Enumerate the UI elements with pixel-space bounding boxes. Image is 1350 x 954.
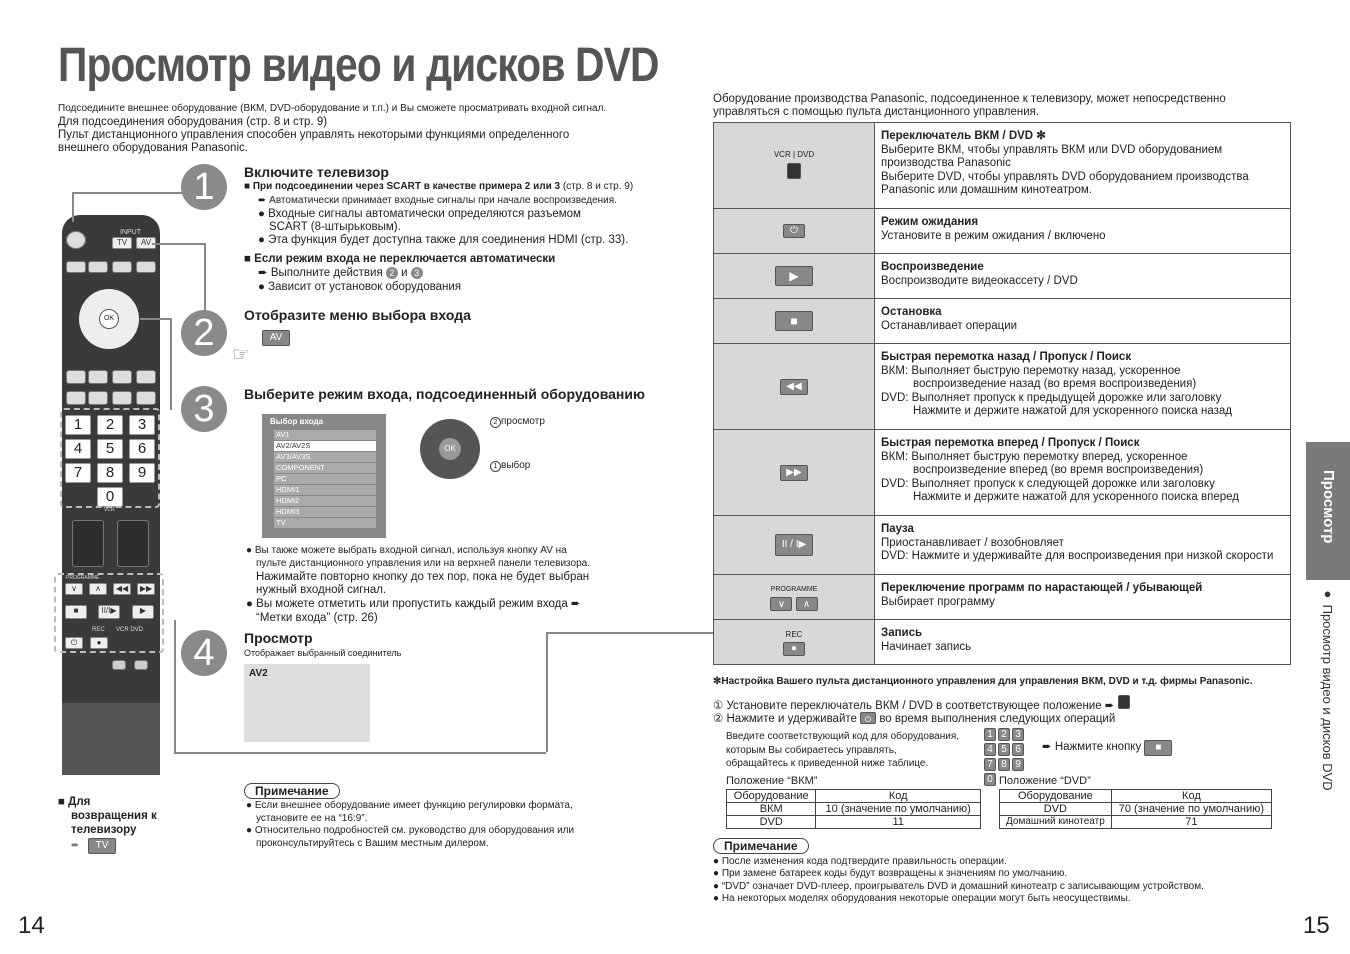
menu-item: HDMI3 (274, 507, 376, 517)
step1-heading: Включите телевизор (244, 164, 389, 180)
play-icon: ▶ (132, 605, 154, 619)
menu-item: COMPONENT (274, 463, 376, 473)
vcr-small-label: VCR (104, 507, 115, 513)
step4-sub: Отображает выбранный соединитель (244, 648, 402, 658)
row-line: Начинает запись (881, 640, 972, 653)
vcr-dvd-switch-icon (714, 123, 875, 209)
row-line: DVD: Нажмите и удерживайте для воспроизведения при низкой скорости (881, 550, 1274, 562)
note-left-n2b: проконсультируйтесь с Вашим местным дилером. (256, 838, 489, 849)
power-icon: ⏻ (860, 712, 876, 724)
chevron-up-icon: ∧ (796, 597, 818, 611)
rocker-key (117, 520, 149, 567)
label-view-text: просмотр (501, 416, 545, 427)
key (136, 370, 156, 384)
step-circle-2: 2 (181, 310, 227, 356)
code-line3: обращайтесь к приведенной ниже таблице. (726, 758, 929, 769)
stop-icon: ■ (65, 605, 87, 619)
row-desc (875, 344, 1291, 430)
row-line: ВКМ: Выполняет быструю перемотку вперед, ускоренное (881, 450, 1188, 463)
step1-b5: ● Зависит от установок оборудования (258, 281, 462, 293)
pos-dvd: Положение “DVD” (999, 775, 1091, 787)
hand-pointer-icon: ☞ (232, 344, 250, 366)
menu-item: AV1 (274, 430, 376, 440)
and-text: и (401, 267, 408, 279)
row-desc (875, 254, 1291, 299)
num-key-6: 6 (129, 439, 155, 459)
stop-icon (714, 299, 875, 344)
step3-n1b: пульте дистанционного управления или на верхней панели телевизора. (256, 558, 590, 569)
table-cell: ВКМ (727, 803, 816, 816)
note-left-n1-text: Если внешнее оборудование имеет функцию регулировки формата, (254, 800, 573, 811)
setup-step2b-text: во время выполнения следующих операций (879, 713, 1116, 725)
table-cell: Домашний кинотеатр (1000, 816, 1112, 829)
step2-heading: Отобразите меню выбора входа (244, 307, 471, 323)
side-tab (1306, 442, 1350, 580)
input-select-menu (262, 414, 386, 538)
color-key (112, 261, 132, 273)
row-line: ВКМ: Выполняет быструю перемотку назад, ускоренное (881, 364, 1181, 377)
setup-step2 (713, 712, 1115, 727)
table-row (714, 516, 1291, 575)
row-heading: Переключение программ по нарастающей / убывающей (881, 582, 1203, 594)
return-label3: телевизору (71, 824, 137, 836)
connector-line (204, 243, 206, 311)
setup-step1: ① Установите переключатель ВКМ / DVD в соответствующее положение ➨ (713, 695, 1130, 714)
note-left-n2: ● Относительно подробностей см. руководство для оборудования или (246, 825, 575, 836)
setup-step2-text: ② Нажмите и удерживайте (713, 713, 857, 725)
step3-n1-text: Вы также можете выбрать входной сигнал, используя кнопку AV на (254, 545, 567, 556)
ok-key: OK (439, 438, 461, 460)
fast-forward-icon (714, 430, 875, 516)
step1-b1-text: Автоматически принимает входные сигналы при начале воспроизведения. (269, 195, 617, 206)
row-icon-label: PROGRAMME (770, 586, 818, 593)
row-heading: Пауза (881, 523, 914, 535)
connector-line (174, 620, 176, 752)
label-select-text: выбор (501, 460, 531, 471)
remote-tv-key: TV (112, 237, 132, 249)
connector-line (546, 632, 548, 752)
row-heading: Воспроизведение (881, 261, 984, 273)
menu-item: AV3/AV3S (274, 452, 376, 462)
color-key (136, 261, 156, 273)
connector-line (72, 192, 182, 194)
input-label: INPUT (120, 229, 141, 236)
row-desc (875, 620, 1291, 665)
chevron-up-icon: ∧ (89, 583, 107, 595)
rewind-icon (714, 344, 875, 430)
screen-label: AV2 (249, 668, 268, 679)
num-key-4: 4 (65, 439, 91, 459)
play-icon (714, 254, 875, 299)
menu-item: HDMI2 (274, 496, 376, 506)
step3-n2-text: Вы можете отметить или пропустить каждый режим входа (256, 598, 568, 610)
record-dot-icon: ● (783, 642, 805, 656)
num-key-1: 1 (65, 415, 91, 435)
right-intro1: Оборудование производства Panasonic, подсоединенное к телевизору, может непосредственно (713, 93, 1226, 105)
row-heading: Запись (881, 627, 923, 639)
row-desc (875, 516, 1291, 575)
label-view (490, 416, 545, 428)
press-button-text: Нажмите кнопку (1054, 741, 1142, 753)
connector-line (140, 318, 170, 320)
record-icon: ● (90, 637, 108, 649)
standby-icon (714, 209, 875, 254)
note-right-n1: ● После изменения кода подтвердите правильность операции. (713, 856, 1007, 867)
keypad-icon: 1 2 3 4 5 6 7 8 9 0 (984, 728, 1026, 770)
step3-n2b: “Метки входа” (стр. 26) (256, 612, 378, 624)
row-heading: Режим ожидания (881, 216, 979, 228)
navigation-ring (79, 289, 139, 349)
code-line1: Введите соответствующий код для оборудования, (726, 731, 960, 742)
circled-1: 1 (490, 461, 501, 472)
row-icon-label: VCR | DVD (773, 149, 815, 159)
dvd-code-table (999, 789, 1272, 829)
remote-bottom (62, 703, 160, 775)
row-icon: ◀◀ (780, 379, 808, 395)
note-right-n2-text: При замене батареек коды будут возвращены к значениям по умолчанию. (721, 868, 1068, 879)
page-title: Просмотр видео и дисков DVD (58, 39, 659, 92)
step1-sub1-text: При подсоединении через SCART в качестве примера 2 или 3 (252, 181, 561, 192)
step-circle-3: 3 (181, 386, 227, 432)
key (66, 391, 86, 405)
circled-2: 2 (490, 417, 501, 428)
step3-heading: Выберите режим входа, подсоединенный оборудованию (244, 386, 645, 402)
tv-key: TV (88, 838, 116, 854)
arrow-right-icon: ➨ (71, 840, 80, 851)
intro-line1: Подсоедините внешнее оборудование (ВКМ, DVD-оборудование и т.п.) и Вы сможете просматривать входной сигнал. (58, 103, 607, 114)
vcr-dvd-switch-icon (1118, 695, 1130, 709)
switch-shape (787, 163, 801, 179)
label-select (490, 460, 530, 472)
table-cell: DVD (727, 816, 816, 829)
step4-heading: Просмотр (244, 630, 313, 646)
connector-line (152, 243, 204, 245)
row-heading: Остановка (881, 306, 942, 318)
remote-av-key: AV (136, 237, 156, 249)
row-icon: ▶▶ (780, 465, 808, 481)
number-keys-highlight (60, 408, 160, 508)
intro-line2: Для подсоединения оборудования (стр. 8 и стр. 9) (58, 116, 328, 128)
table-cell: 10 (значение по умолчанию) (816, 803, 981, 816)
control-table (713, 122, 1291, 665)
table-row (714, 123, 1291, 209)
row-heading: Переключатель ВКМ / DVD ✻ (881, 130, 1046, 142)
step-circle-4: 4 (181, 630, 227, 676)
connector-line (72, 192, 74, 222)
step-ref-3: 3 (411, 267, 423, 279)
return-label2: возвращения к (71, 810, 157, 822)
power-icon: ⏻ (65, 637, 83, 649)
row-line: DVD: Выполняет пропуск к предыдущей дорожке или заголовку (881, 391, 1222, 404)
table-row (714, 575, 1291, 620)
programme-label: PROGRAMME (66, 575, 100, 581)
num-key-8: 8 (97, 463, 123, 483)
step1-sub2: ■ Если режим входа не переключается автоматически (244, 253, 556, 265)
code-line2: которым Вы собираетесь управлять, (726, 745, 897, 756)
col-header: Код (816, 790, 981, 803)
key (134, 660, 148, 670)
table-row (714, 430, 1291, 516)
row-line: Выберите ВКМ, чтобы управлять ВКМ или DVD оборудованием (881, 143, 1223, 156)
table-row (714, 344, 1291, 430)
table-row (714, 299, 1291, 344)
num-key-7: 7 (65, 463, 91, 483)
row-line: Установите в режим ожидания / включено (881, 229, 1106, 242)
side-tab-label: Просмотр (1320, 470, 1337, 544)
step1-b2: ● Входные сигналы автоматически определяются разъемом (258, 208, 581, 220)
row-line: воспроизведение назад (во время воспроизведения) (913, 378, 1197, 390)
row-line: Останавливает операции (881, 319, 1018, 332)
table-cell: 11 (816, 816, 981, 829)
row-icon: II / I▶ (775, 534, 813, 556)
step1-b1: ➨ Автоматически принимает входные сигналы при начале воспроизведения. (258, 195, 617, 206)
note-right-n1-text: После изменения кода подтвердите правильность операции. (721, 856, 1007, 867)
step3-n1: ● Вы также можете выбрать входной сигнал, используя кнопку AV на (246, 545, 567, 556)
row-line: Panasonic или домашним кинотеатром. (881, 184, 1092, 196)
connector-line (546, 632, 714, 634)
num-key-3: 3 (129, 415, 155, 435)
key (112, 370, 132, 384)
step-ref-2: 2 (386, 267, 398, 279)
row-line: DVD: Выполняет пропуск к следующей дорожке или заголовку (881, 477, 1215, 490)
menu-item-selected: AV2/AV2S (274, 441, 376, 451)
row-line: воспроизведение вперед (во время воспроизведения) (913, 464, 1204, 476)
step1-b2-text: Входные сигналы автоматически определяются разъемом (268, 208, 581, 220)
connector-line (174, 752, 546, 754)
row-line: Нажмите и держите нажатой для ускоренного поиска назад (913, 405, 1233, 417)
chevron-down-icon: ∨ (65, 583, 83, 595)
table-row (714, 254, 1291, 299)
step1-b4-text: Выполните действия (270, 267, 383, 279)
row-desc (875, 209, 1291, 254)
note-left-n1: ● Если внешнее оборудование имеет функцию регулировки формата, (246, 800, 573, 811)
vcr-code-table (726, 789, 981, 829)
remote-ok-key: OK (99, 309, 119, 329)
note-left-pill: Примечание (244, 783, 340, 799)
note-right-n3: ● “DVD” означает DVD-плеер, проигрыватель DVD и домашний кинотеатр с записывающим устройством. (713, 881, 1204, 892)
record-icon (714, 620, 875, 665)
key (136, 391, 156, 405)
key (112, 660, 126, 670)
row-icon-label: REC (785, 630, 803, 640)
page-number-right: 15 (1303, 912, 1330, 939)
step1-b2b: SCART (8-штырьковым). (269, 221, 401, 233)
num-key-5: 5 (97, 439, 123, 459)
intro-line3: Пульт дистанционного управления способен управлять некоторыми функциями определенного (58, 129, 570, 141)
row-heading: Быстрая перемотка назад / Пропуск / Поиск (881, 351, 1132, 363)
row-desc (875, 123, 1291, 209)
row-desc (875, 430, 1291, 516)
step1-b3: ● Эта функция будет доступна также для соединения HDMI (стр. 33). (258, 234, 629, 246)
step1-b4: ➨ Выполните действия 2 и 3 (258, 267, 423, 281)
menu-item: HDMI1 (274, 485, 376, 495)
key (88, 391, 108, 405)
press-button: ➨ Нажмите кнопку ■ (1042, 740, 1172, 756)
rocker-key (72, 520, 104, 567)
side-section-text: ● Просмотр видео и дисков DVD (1320, 586, 1335, 791)
row-icon: ⏻ (783, 224, 805, 238)
note-left-n1b: установите ее на “16:9”. (256, 813, 368, 824)
color-key (66, 261, 86, 273)
note-right-n4: ● На некоторых моделях оборудования некоторые операции могут быть неосуществимы. (713, 893, 1131, 904)
row-icon: ▶ (775, 266, 813, 286)
step1-sub2-text: Если режим входа не переключается автоматически (254, 253, 556, 265)
intro-line4: внешнего оборудования Panasonic. (58, 142, 248, 154)
menu-title: Выбор входа (270, 417, 324, 426)
key (88, 370, 108, 384)
pos-vcr: Положение “ВКМ” (726, 775, 818, 787)
col-header: Код (1111, 790, 1271, 803)
note-right-pill: Примечание (713, 838, 809, 854)
return-label1: ■ Для (58, 796, 91, 808)
rewind-icon: ◀◀ (113, 583, 131, 595)
row-icon: ■ (775, 311, 813, 331)
step3-n1c: Нажимайте повторно кнопку до тех пор, пока не будет выбран (256, 571, 590, 583)
av-key: AV (262, 330, 290, 346)
stop-icon: ■ (1144, 740, 1172, 756)
step3-n1d: нужный входной сигнал. (256, 584, 387, 596)
table-row (714, 209, 1291, 254)
row-line: производства Panasonic (881, 157, 1011, 169)
step1-sub1-ref: (стр. 8 и стр. 9) (562, 181, 634, 192)
num-key-9: 9 (129, 463, 155, 483)
tv-screen-preview (244, 664, 370, 742)
note-left-n2-text: Относительно подробностей см. руководство для оборудования или (254, 825, 575, 836)
step1-sub1: ■ При подсоединении через SCART в качестве примера 2 или 3 (стр. 8 и стр. 9) (244, 181, 634, 192)
step-circle-1: 1 (181, 164, 227, 210)
navigation-pad (420, 419, 480, 479)
programme-keys-icon (714, 575, 875, 620)
chevron-down-icon: ∨ (770, 597, 792, 611)
step1-b5-text: Зависит от установок оборудования (268, 281, 462, 293)
note-right-n4-text: На некоторых моделях оборудования некоторые операции могут быть неосуществимы. (721, 893, 1131, 904)
row-desc (875, 299, 1291, 344)
row-line: Выбирает программу (881, 595, 995, 608)
row-desc (875, 575, 1291, 620)
note-right-n3-text: “DVD” означает DVD-плеер, проигрыватель DVD и домашний кинотеатр с записывающим устройством. (721, 881, 1204, 892)
key (112, 391, 132, 405)
note-right-n2: ● При замене батареек коды будут возвращены к значениям по умолчанию. (713, 868, 1068, 879)
row-heading: Быстрая перемотка вперед / Пропуск / Поиск (881, 437, 1140, 449)
rec-label: REC (92, 627, 105, 633)
power-icon (66, 231, 86, 249)
connector-line (170, 318, 172, 410)
menu-item: PC (274, 474, 376, 484)
row-line: Воспроизводите видеокассету / DVD (881, 274, 1078, 287)
table-row (714, 620, 1291, 665)
pause-icon: II/I▶ (98, 605, 120, 619)
page-number-left: 14 (18, 912, 45, 939)
color-key (88, 261, 108, 273)
fast-forward-icon: ▶▶ (137, 583, 155, 595)
key (66, 370, 86, 384)
vcr-keys-highlight (54, 573, 164, 653)
col-header: Оборудование (1000, 790, 1112, 803)
step3-n2: ● Вы можете отметить или пропустить каждый режим входа ➨ (246, 598, 581, 610)
setup-step1-text: ① Установите переключатель ВКМ / DVD в соответствующее положение (713, 700, 1102, 712)
right-intro2: управляться с помощью пульта дистанционного управления. (713, 106, 1040, 118)
num-key-0: 0 (97, 487, 123, 507)
vcr-dvd-label: VCR DVD (116, 627, 144, 633)
pause-icon (714, 516, 875, 575)
num-key-2: 2 (97, 415, 123, 435)
table-cell: 71 (1111, 816, 1271, 829)
table-cell: DVD (1000, 803, 1112, 816)
step1-b3-text: Эта функция будет доступна также для соединения HDMI (стр. 33). (268, 234, 629, 246)
table-cell: 70 (значение по умолчанию) (1111, 803, 1271, 816)
col-header: Оборудование (727, 790, 816, 803)
row-line: Нажмите и держите нажатой для ускоренного поиска вперед (913, 491, 1239, 503)
return-label1-text: Для (68, 796, 91, 808)
setup-heading: ✻Настройка Вашего пульта дистанционного управления для управления ВКМ, DVD и т.д. фирмы Panasonic. (713, 676, 1253, 687)
menu-item: TV (274, 518, 376, 528)
row-line: Выберите DVD, чтобы управлять DVD оборудованием производства (881, 170, 1249, 183)
row-line: Приостанавливает / возобновляет (881, 536, 1064, 549)
